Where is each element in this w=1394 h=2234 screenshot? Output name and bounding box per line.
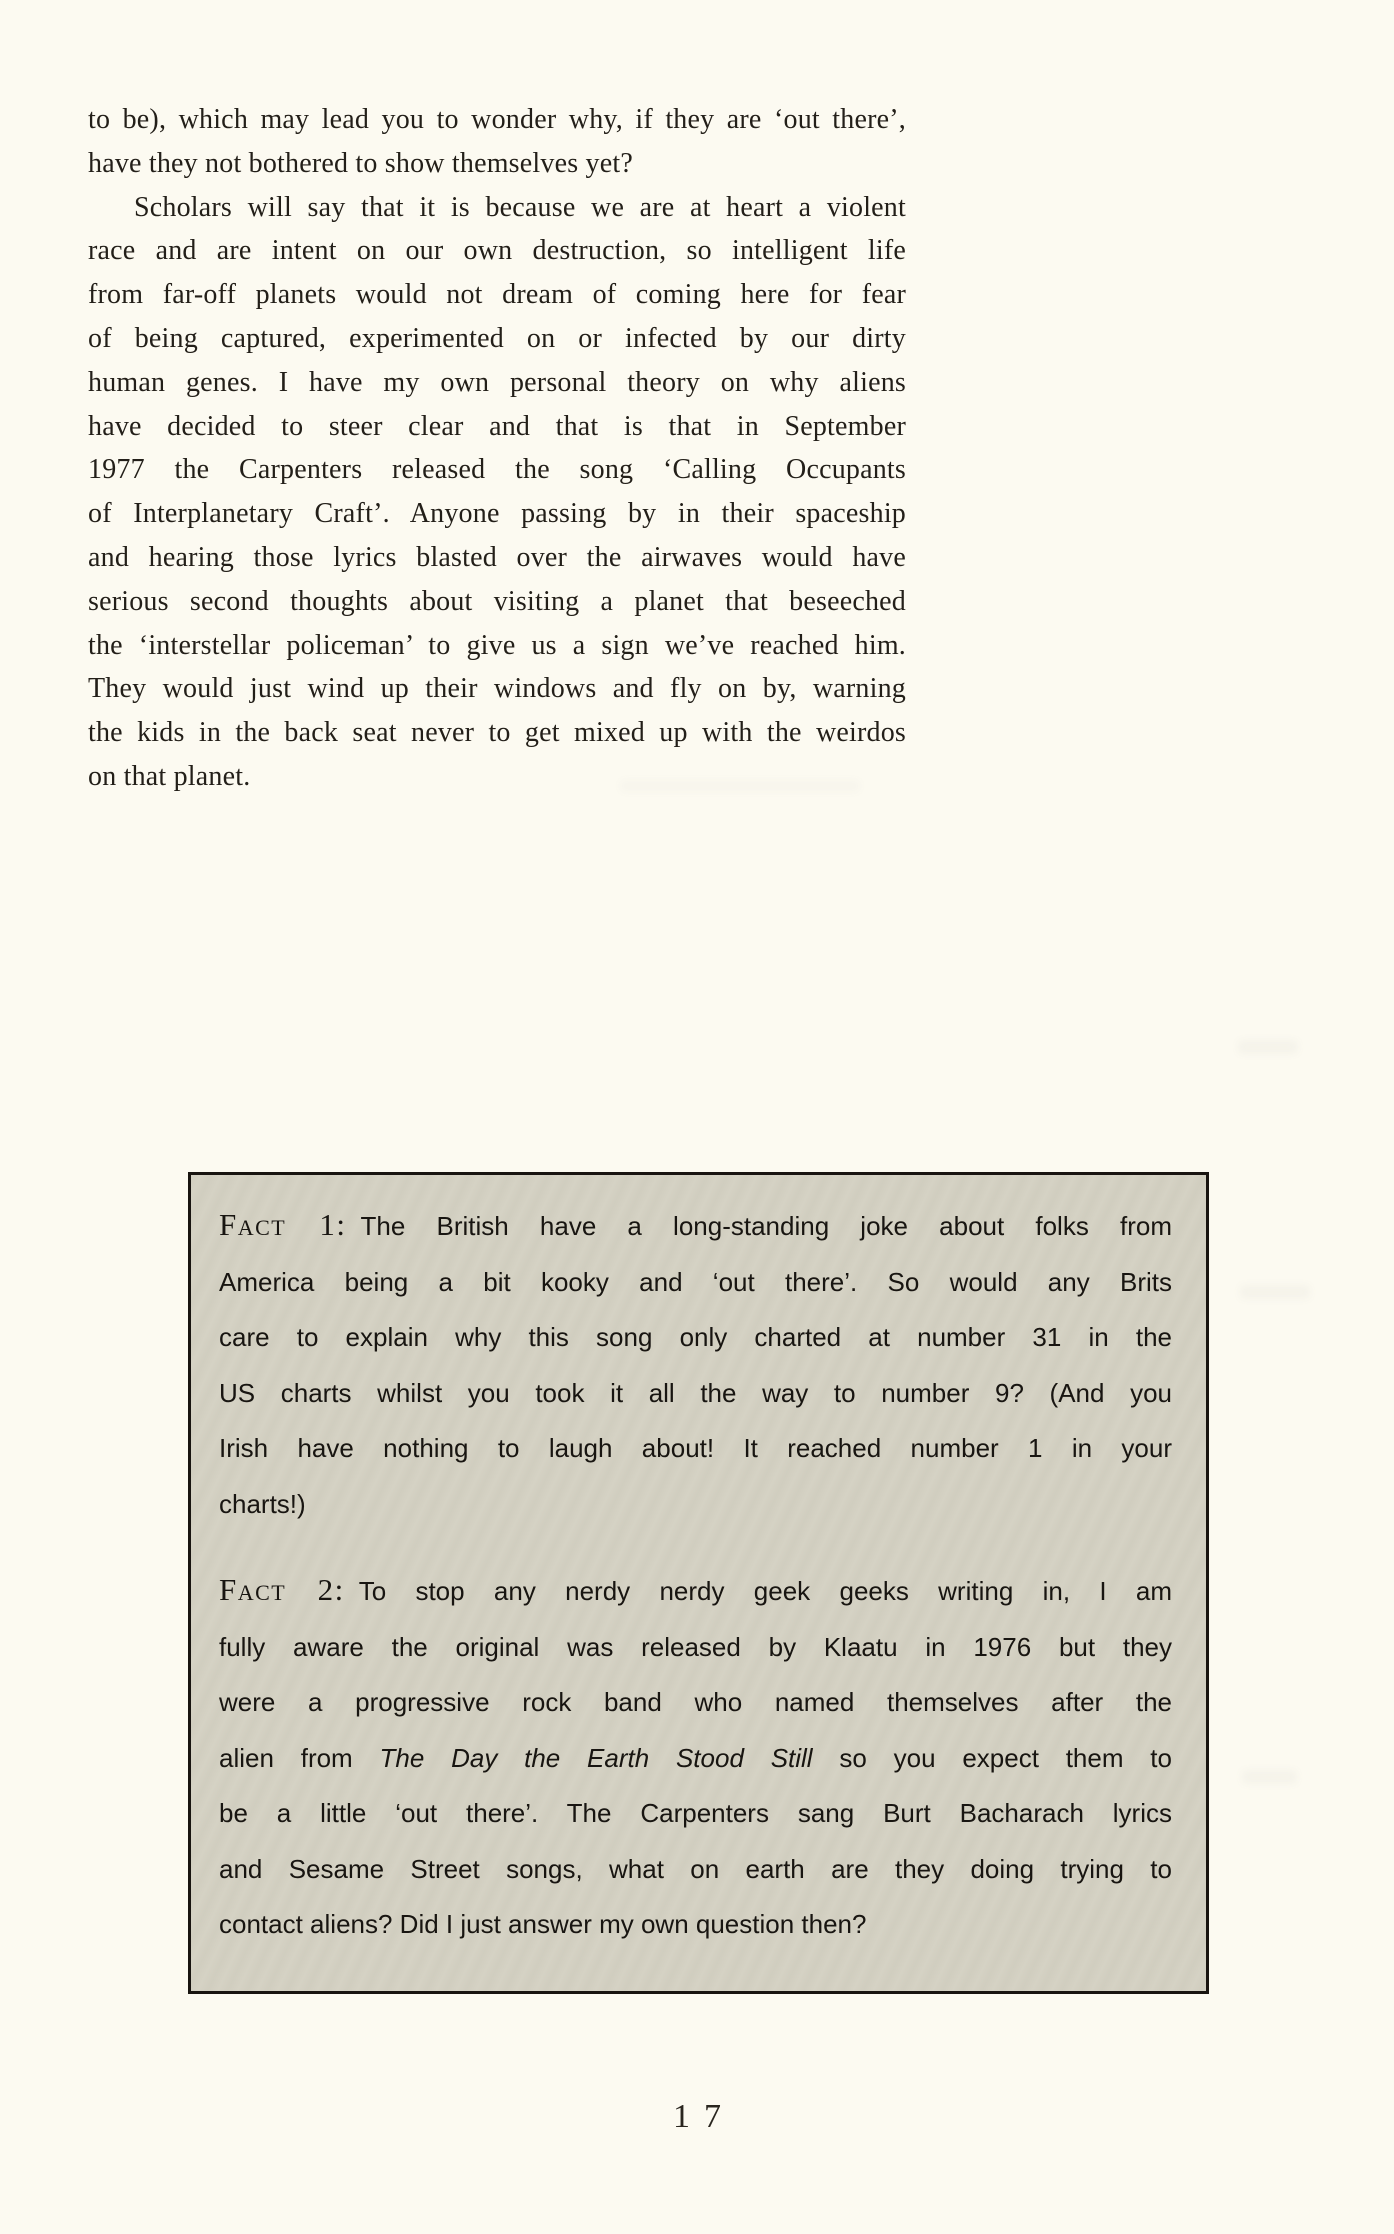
paragraph-1 bbox=[88, 98, 906, 186]
text-line: have decided to steer clear and that is that in September bbox=[88, 410, 906, 442]
fact-2-label: Fact 2: bbox=[219, 1572, 345, 1607]
text-line: US charts whilst you took it all the way to number 9? (And you bbox=[219, 1377, 1172, 1408]
fact-1-text: The British have a long-standing joke about folks from bbox=[360, 1211, 1172, 1241]
text-line: the ‘interstellar policeman’ to give us a sign we’ve reached him. bbox=[88, 629, 906, 661]
text-line: to be), which may lead you to wonder why, if they are ‘out there’, bbox=[88, 104, 906, 135]
fact-1-label: Fact 1: bbox=[219, 1207, 347, 1242]
text-line: fully aware the original was released by Klaatu in 1976 but they bbox=[219, 1631, 1172, 1662]
text-line: were a progressive rock band who named themselves after the bbox=[219, 1687, 1172, 1717]
text-line: serious second thoughts about visiting a planet that beseeched bbox=[88, 585, 906, 617]
text-line: have they not bothered to show themselves yet? bbox=[88, 147, 633, 179]
text-line: from far-off planets would not dream of coming here for fear bbox=[88, 279, 906, 311]
text-line: and Sesame Street songs, what on earth are they doing trying to bbox=[219, 1853, 1172, 1884]
text-line: on that planet. bbox=[88, 760, 251, 792]
page-number: 17 bbox=[673, 2098, 735, 2135]
text-line: America being a bit kooky and ‘out there’. So would any Brits bbox=[219, 1266, 1172, 1297]
fact-2-text: so you expect them to bbox=[812, 1742, 1172, 1773]
body-text bbox=[88, 98, 906, 799]
text-line: be a little ‘out there’. The Carpenters sang Burt Bacharach lyrics bbox=[219, 1798, 1172, 1828]
showthrough-artifact bbox=[1242, 1770, 1297, 1784]
fact-box bbox=[188, 1172, 1209, 1994]
text-line bbox=[219, 1197, 1172, 1255]
text-line: charts!) bbox=[219, 1488, 306, 1519]
text-line: 1977 the Carpenters released the song ‘Calling Occupants bbox=[88, 454, 906, 486]
text-line: contact aliens? Did I just answer my own question then? bbox=[219, 1909, 867, 1939]
showthrough-artifact bbox=[1238, 1040, 1298, 1054]
text-line: race and are intent on our own destruction, so intelligent life bbox=[88, 235, 906, 267]
fact-1 bbox=[219, 1197, 1172, 1532]
paragraph-2 bbox=[88, 186, 906, 799]
text-line bbox=[219, 1562, 1172, 1620]
text-line: human genes. I have my own personal theory on why aliens bbox=[88, 366, 906, 398]
text-line bbox=[219, 1731, 1172, 1787]
text-line: Scholars will say that it is because we are at heart a violent bbox=[134, 191, 906, 223]
text-line: the kids in the back seat never to get mixed up with the weirdos bbox=[88, 717, 906, 749]
fact-2 bbox=[219, 1562, 1172, 1953]
text-line: Irish have nothing to laugh about! It reached number 1 in your bbox=[219, 1433, 1172, 1463]
text-line: of being captured, experimented on or infected by our dirty bbox=[88, 322, 906, 354]
text-line: care to explain why this song only charted at number 31 in the bbox=[219, 1322, 1172, 1352]
text-line: and hearing those lyrics blasted over the airwaves would have bbox=[88, 541, 906, 573]
text-line: of Interplanetary Craft’. Anyone passing by in their spaceship bbox=[88, 498, 906, 530]
fact-2-text: alien from bbox=[219, 1742, 380, 1773]
fact-2-text: To stop any nerdy nerdy geek geeks writing in, I am bbox=[358, 1576, 1172, 1606]
showthrough-artifact bbox=[1240, 1285, 1310, 1299]
movie-title-italic: The Day the Earth Stood Still bbox=[379, 1742, 813, 1773]
text-line: They would just wind up their windows and fly on by, warning bbox=[88, 673, 906, 705]
